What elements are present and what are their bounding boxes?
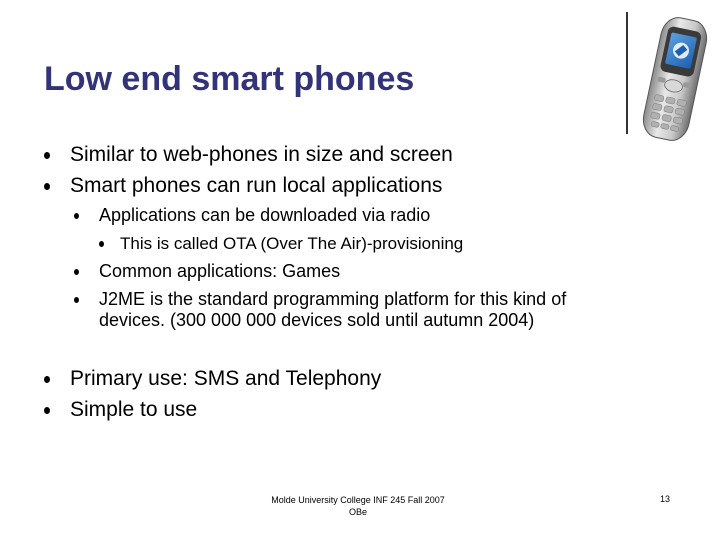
bullet-text: Primary use: SMS and Telephony bbox=[70, 367, 382, 390]
sub-bullet-text: J2ME is the standard programming platform for this kind of devices. (300 000 000 devices sold until autumn 2004) bbox=[99, 289, 567, 330]
bullet-text: Similar to web-phones in size and screen bbox=[70, 143, 453, 166]
page-number: 13 bbox=[660, 494, 671, 504]
footer-line: Molde University College INF 245 Fall 2007 bbox=[271, 495, 445, 505]
bullet-marker bbox=[44, 152, 50, 159]
slide-footer bbox=[240, 494, 476, 518]
bullet-marker bbox=[44, 376, 50, 383]
slide-title: Low end smart phones bbox=[44, 60, 415, 98]
bullet-text: Smart phones can run local applications bbox=[70, 174, 443, 197]
bullet-text: Simple to use bbox=[70, 398, 198, 421]
sub-sub-bullet-text: This is called OTA (Over The Air)-provisioning bbox=[120, 234, 464, 253]
bullet-marker bbox=[44, 407, 50, 414]
sub-bullet-text: Applications can be downloaded via radio bbox=[99, 205, 431, 225]
bullet-marker bbox=[74, 213, 79, 219]
bullet-marker bbox=[99, 241, 104, 247]
mobile-phone-icon bbox=[640, 14, 710, 144]
sub-bullet-text: Common applications: Games bbox=[99, 261, 341, 281]
bullet-marker bbox=[74, 269, 79, 275]
footer-author: OBe bbox=[348, 507, 367, 517]
bullet-marker bbox=[44, 183, 50, 190]
divider-line bbox=[626, 12, 628, 134]
bullet-marker bbox=[74, 297, 79, 303]
